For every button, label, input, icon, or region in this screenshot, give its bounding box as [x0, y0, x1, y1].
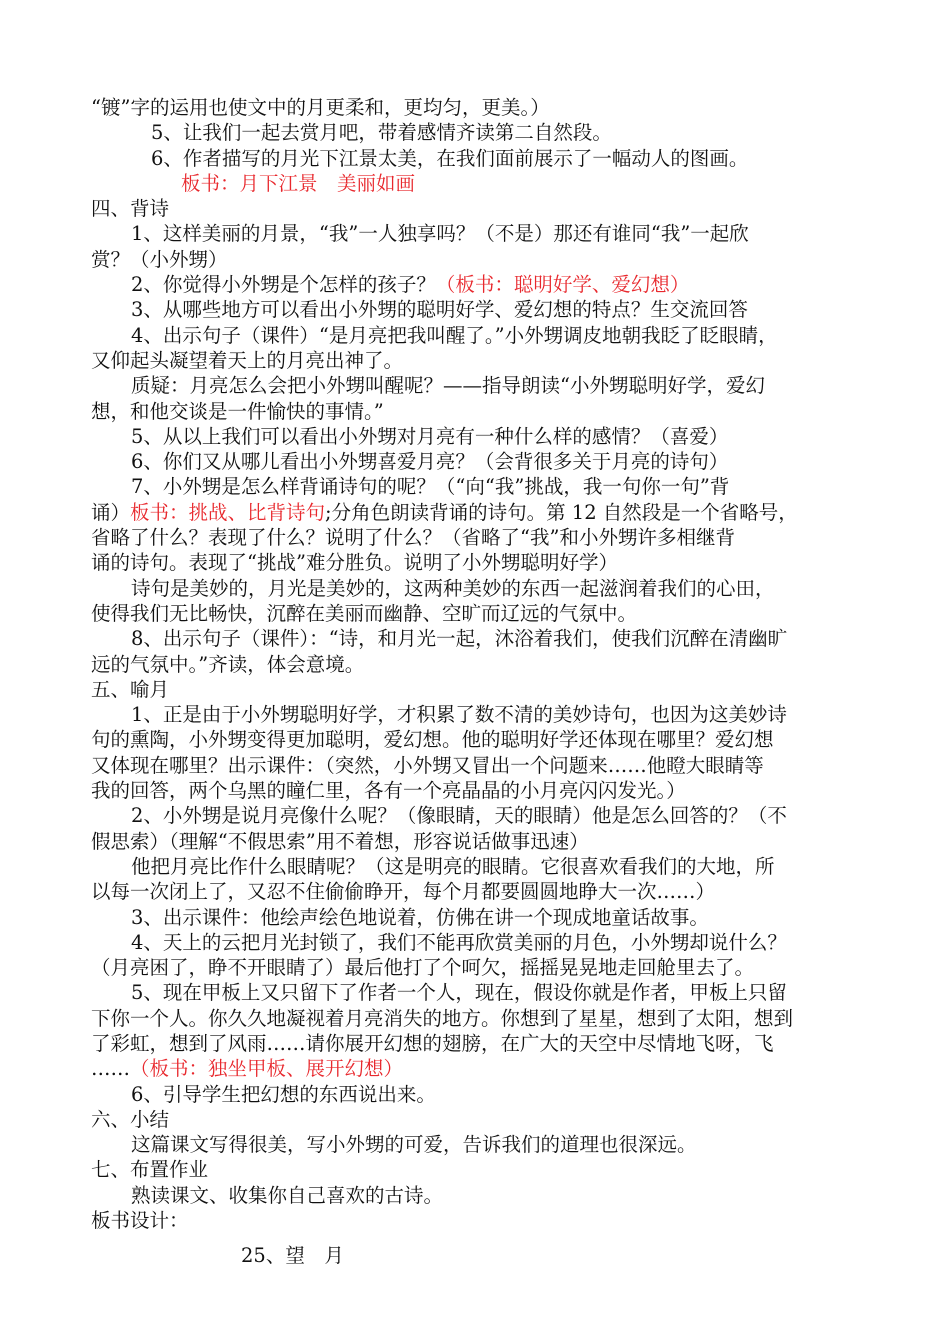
text-line: 赏？（小外甥） [91, 247, 228, 271]
text-line: 诵的诗句。表现了“挑战”难分胜负。说明了小外甥聪明好学） [91, 551, 618, 575]
blackboard-note: （板书：独坐甲板、展开幻想） [130, 1057, 404, 1081]
document-body [91, 95, 866, 1269]
blackboard-title: 25、望 月 [241, 1244, 344, 1268]
text-line: “镀”字的运用也使文中的月更柔和，更均匀，更美。） [91, 96, 550, 119]
text-line: 质疑：月亮怎么会把小外甥叫醒呢？——指导朗读“小外甥聪明好学，爱幻 [131, 374, 765, 398]
text-line: 他把月亮比作什么眼睛呢？（这是明亮的眼睛。它很喜欢看我们的大地，所 [131, 854, 775, 878]
section-heading: 七、布置作业 [91, 1158, 209, 1182]
text-line: 5、让我们一起去赏月吧，带着感情齐读第二自然段。 [151, 121, 612, 145]
section-heading: 六、小结 [91, 1107, 170, 1131]
text-segment: ;分角色朗读背诵的诗句。第 12 自然段是一个省略号， [325, 500, 798, 524]
text-line: 2、小外甥是说月亮像什么呢？（像眼睛，天的眼睛）他是怎么回答的？（不 [131, 804, 787, 828]
text-line: 使得我们无比畅快，沉醉在美丽而幽静、空旷而辽远的气氛中。 [91, 601, 638, 625]
text-line: 6、作者描写的月光下江景太美，在我们面前展示了一幅动人的图画。 [151, 146, 749, 170]
text-segment: 2、你觉得小外甥是个怎样的孩子？ [131, 273, 436, 297]
blackboard-note: 板书：挑战、比背诗句 [130, 500, 326, 524]
text-line: 4、天上的云把月光封锁了，我们不能再欣赏美丽的月色，小外甥却说什么？ [131, 930, 787, 954]
text-line [91, 1056, 866, 1081]
text-line: 想，和他交谈是一件愉快的事情。” [91, 399, 384, 423]
text-line: 句的熏陶，小外甥变得更加聪明，爱幻想。他的聪明好学还体现在哪里？爱幻想 [91, 728, 774, 752]
blackboard-note: （板书：聪明好学、爱幻想） [435, 273, 690, 297]
text-line: 这篇课文写得很美，写小外甥的可爱，告诉我们的道理也很深远。 [131, 1133, 697, 1157]
text-line: 3、从哪些地方可以看出小外甥的聪明好学、爱幻想的特点？生交流回答 [131, 298, 748, 322]
section-heading: 四、背诗 [91, 197, 170, 221]
text-line [91, 272, 866, 297]
text-line: （月亮困了，睁不开眼睛了）最后他打了个呵欠，摇摇晃晃地走回舱里去了。 [91, 956, 755, 980]
text-line: 诗句是美妙的，月光是美妙的，这两种美妙的东西一起滋润着我们的心田， [131, 576, 775, 600]
text-segment: …… [91, 1057, 130, 1081]
text-line: 5、从以上我们可以看出小外甥对月亮有一种什么样的感情？（喜爱） [131, 424, 729, 448]
text-line: 6、引导学生把幻想的东西说出来。 [131, 1082, 436, 1106]
text-line: 又体现在哪里？出示课件：（突然，小外甥又冒出一个问题来……他瞪大眼睛等 [91, 753, 764, 777]
text-line: 6、你们又从哪儿看出小外甥喜爱月亮？（会背很多关于月亮的诗句） [131, 450, 729, 474]
text-line: 8、出示句子（课件）：“诗，和月光一起，沐浴着我们，使我们沉醉在清幽旷 [131, 627, 788, 651]
text-line: 7、小外甥是怎么样背诵诗句的呢？（“向“我”挑战，我一句你一句”背 [131, 475, 730, 499]
section-heading: 板书设计： [91, 1209, 189, 1233]
text-line: 熟读课文、收集你自己喜欢的古诗。 [131, 1183, 444, 1207]
text-line: 远的气氛中。”齐读，体会意境。 [91, 652, 365, 676]
text-line: 又仰起头凝望着天上的月亮出神了。 [91, 348, 404, 372]
text-line: 省略了什么？表现了什么？说明了什么？（省略了“我”和小外甥许多相继背 [91, 526, 735, 550]
section-heading: 五、喻月 [91, 677, 170, 701]
text-line: 假思索）（理解“不假思索”用不着想，形容说话做事迅速） [91, 829, 589, 853]
text-line: 5、现在甲板上又只留下了作者一个人，现在，假设你就是作者，甲板上只留 [131, 981, 787, 1005]
text-line [91, 500, 866, 525]
text-line: 3、出示课件：他绘声绘色地说着，仿佛在讲一个现成地童话故事。 [131, 905, 709, 929]
text-segment: 诵） [91, 500, 131, 524]
blackboard-note: 板书：月下江景 美丽如画 [181, 171, 416, 195]
text-line: 1、正是由于小外甥聪明好学，才积累了数不清的美妙诗句，也因为这美妙诗 [131, 703, 787, 727]
text-line: 以每一次闭上了，又忍不住偷偷睁开，每个月都要圆圆地睁大一次……） [91, 880, 716, 904]
text-line: 下你一个人。你久久地凝视着月亮消失的地方。你想到了星星，想到了太阳，想到 [91, 1006, 794, 1030]
text-line: 1、这样美丽的月景，“我”一人独享吗？（不是）那还有谁同“我”一起欣 [131, 222, 749, 246]
text-line: 我的回答，两个乌黑的瞳仁里，各有一个亮晶晶的小月亮闪闪发光。） [91, 779, 686, 803]
text-line: 了彩虹，想到了风雨……请你展开幻想的翅膀，在广大的天空中尽情地飞呀，飞 [91, 1031, 774, 1055]
text-line: 4、出示句子（课件）“是月亮把我叫醒了。”小外甥调皮地朝我眨了眨眼睛， [131, 323, 778, 347]
